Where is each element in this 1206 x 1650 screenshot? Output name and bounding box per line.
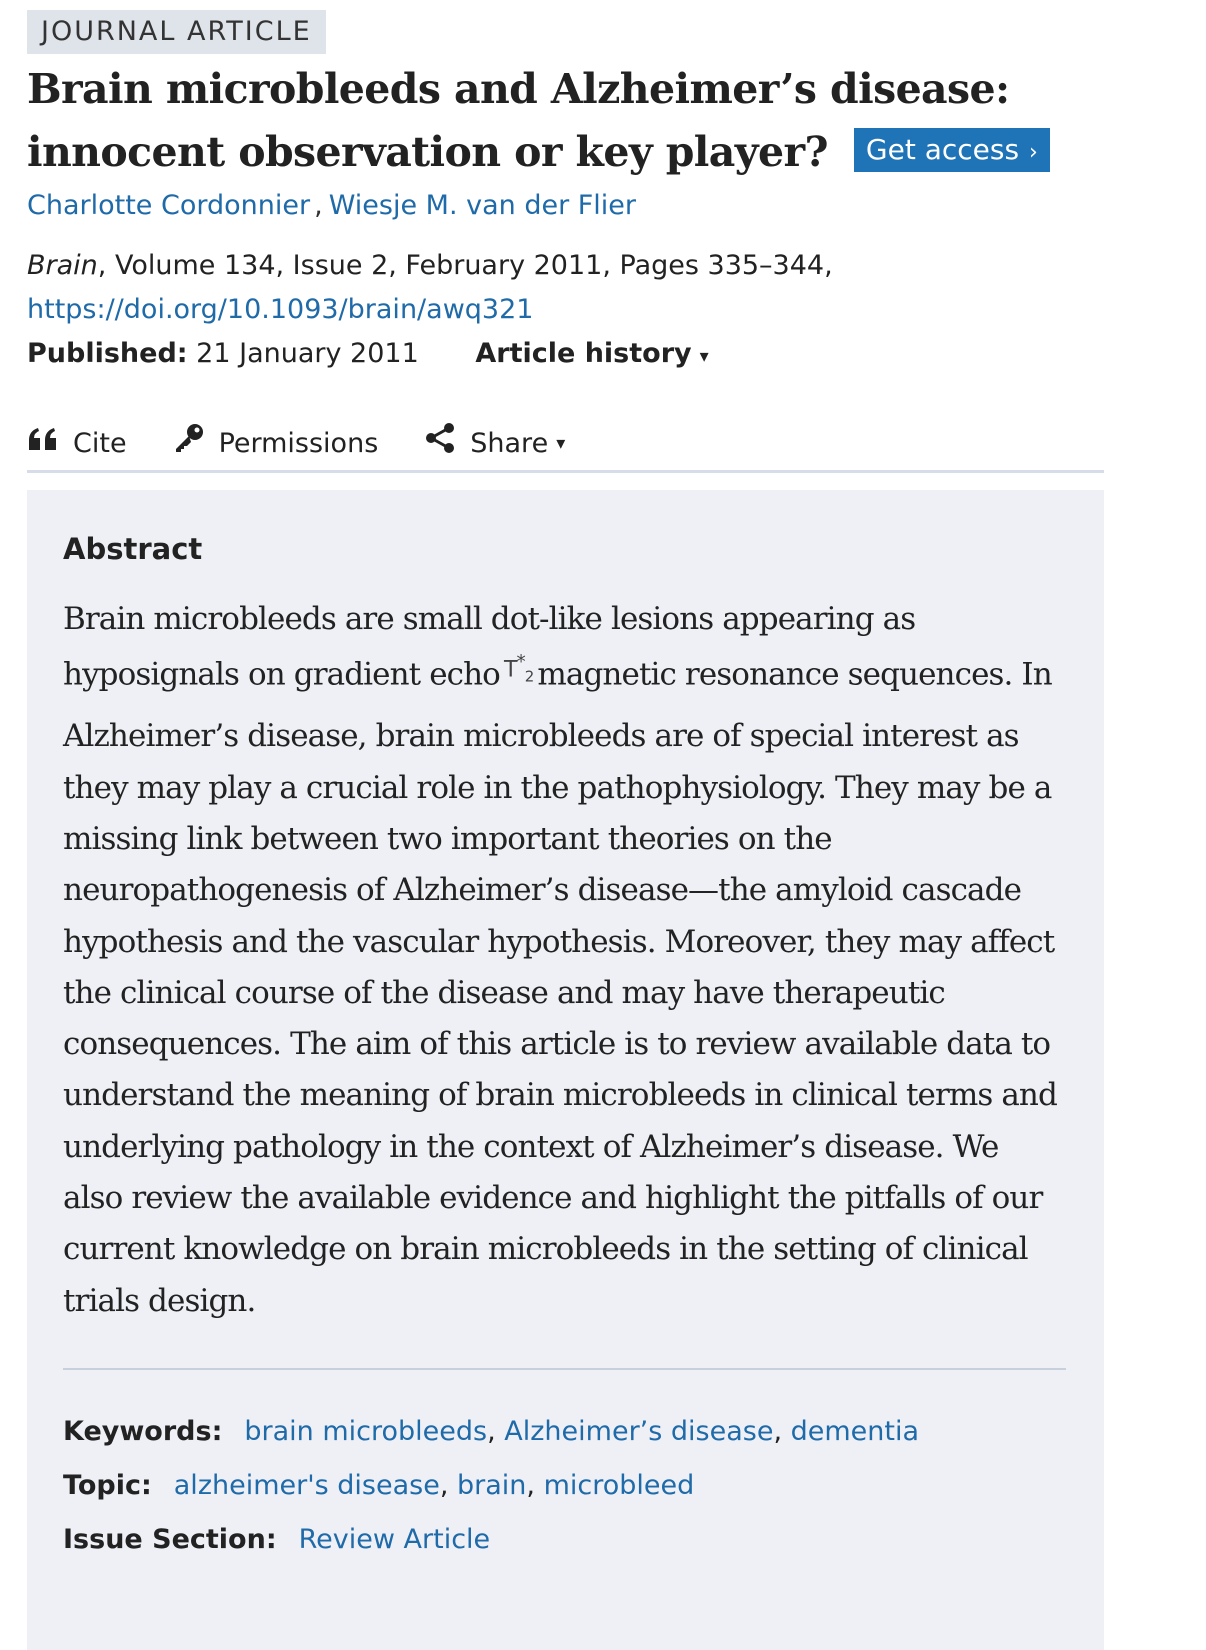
abstract-heading: Abstract — [63, 532, 203, 566]
abstract-text-part-1: Brain microbleeds are small dot-like lesions appearing as hyposignals on gradient echo — [63, 601, 916, 693]
article-title — [27, 58, 1177, 184]
permissions-label: Permissions — [218, 428, 379, 459]
keyword-link[interactable]: brain microbleeds — [244, 1416, 488, 1447]
article-tools — [27, 422, 611, 466]
topic-link[interactable]: alzheimer's disease — [173, 1470, 440, 1501]
keywords-label: Keywords: — [63, 1416, 223, 1447]
doi-link[interactable]: https://doi.org/10.1093/brain/awq321 — [27, 294, 534, 325]
journal-name: Brain — [27, 250, 98, 281]
citation-details: , Volume 134, Issue 2, February 2011, Pages 335–344, — [97, 250, 833, 281]
abstract-panel — [27, 490, 1104, 1650]
chevron-right-icon: › — [1029, 139, 1038, 165]
cite-label: Cite — [73, 428, 127, 459]
caret-down-icon: ▾ — [699, 346, 709, 367]
doi-row — [27, 292, 533, 328]
article-history-toggle[interactable] — [475, 338, 708, 369]
symbol-base: T — [503, 657, 517, 683]
permissions-button[interactable] — [173, 422, 379, 466]
article-history-label: Article history — [475, 338, 692, 369]
issue-section-label: Issue Section: — [63, 1524, 277, 1555]
symbol-sub: 2 — [524, 668, 534, 687]
topic-link[interactable]: brain — [457, 1470, 527, 1501]
author-link-1[interactable]: Charlotte Cordonnier — [27, 190, 311, 221]
published-date: 21 January 2011 — [196, 338, 419, 369]
symbol-sup: * — [516, 652, 525, 674]
keyword-link[interactable]: Alzheimer’s disease — [504, 1416, 774, 1447]
topic-label: Topic: — [63, 1470, 152, 1501]
t2-star-symbol — [504, 637, 533, 703]
abstract-text — [63, 594, 1063, 1327]
tools-divider — [27, 470, 1104, 473]
topic-row: Topic: alzheimer's disease, brain, microbleed — [63, 1470, 695, 1501]
author-separator: , — [314, 190, 323, 221]
cite-button[interactable] — [27, 424, 127, 464]
published-row — [27, 336, 709, 375]
keywords-row: Keywords: brain microbleeds, Alzheimer’s disease, dementia — [63, 1416, 920, 1447]
published-label: Published: — [27, 338, 188, 369]
share-icon — [424, 422, 456, 466]
caret-down-icon: ▾ — [556, 433, 566, 454]
issue-section-row — [63, 1522, 490, 1558]
citation — [27, 248, 833, 284]
abstract-text-part-2: magnetic resonance sequences. In Alzheimer’s disease, brain microbleeds are of special interest as they may play a crucial role in the pathophysiology. They may be a missing link between two important theories on the neuropathogenesis of Alzheimer’s disease—the amyloid cascade hypothesis and the vascular hypothesis. Moreover, they may affect the clinical course of the disease and may have therapeutic consequences. The aim of this article is to review available data to understand the meaning of brain microbleeds in clinical terms and underlying pathology in the context of Alzheimer’s disease. We also review the available evidence and highlight the pitfalls of our current knowledge on brain microbleeds in the setting of clinical trials design. — [63, 656, 1057, 1319]
article-type-badge: JOURNAL ARTICLE — [27, 10, 326, 54]
topic-link[interactable]: microbleed — [543, 1470, 695, 1501]
author-link-2[interactable]: Wiesje M. van der Flier — [328, 190, 637, 221]
get-access-button[interactable] — [854, 128, 1050, 172]
get-access-label: Get access — [865, 132, 1020, 166]
quote-icon — [27, 424, 59, 464]
abstract-divider — [63, 1368, 1066, 1370]
key-icon — [173, 422, 205, 466]
share-button[interactable] — [424, 422, 565, 466]
article-title-text: Brain microbleeds and Alzheimer’s disease: innocent observation or key player? — [27, 65, 1010, 176]
author-list — [27, 188, 636, 224]
issue-section-link[interactable]: Review Article — [298, 1524, 491, 1555]
share-label: Share — [470, 428, 549, 459]
keyword-link[interactable]: dementia — [790, 1416, 920, 1447]
